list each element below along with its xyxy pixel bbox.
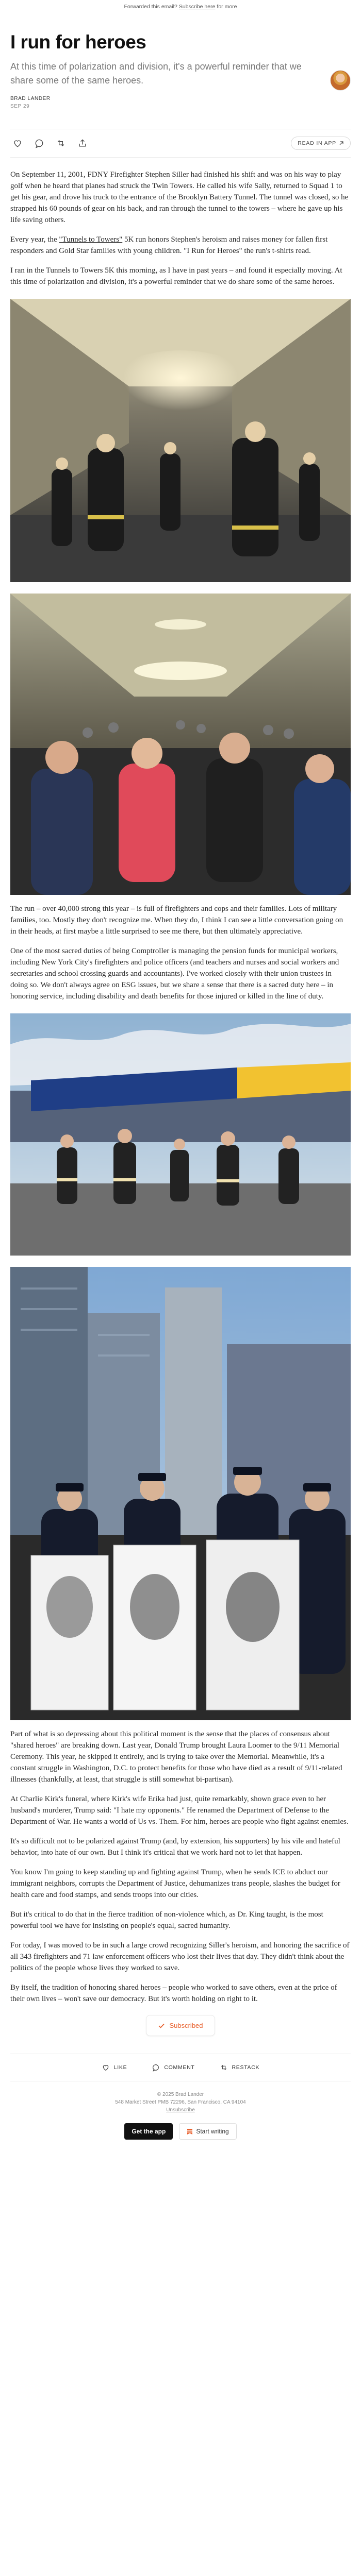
post-header xyxy=(0,13,361,158)
heart-icon[interactable] xyxy=(12,138,23,148)
article-body-part-2 xyxy=(0,903,361,1002)
paragraph-text: Every year, the xyxy=(10,235,59,244)
copyright-text: © 2025 Brad Lander xyxy=(157,2092,204,2097)
comment-button[interactable] xyxy=(152,2063,194,2072)
unsubscribe-link[interactable]: Unsubscribe xyxy=(166,2107,195,2113)
paragraph-with-link xyxy=(10,234,351,257)
article-body-part-3 xyxy=(0,1728,361,2005)
author-avatar[interactable] xyxy=(330,70,351,91)
share-icon[interactable] xyxy=(77,138,88,148)
photo-tunnel-to-towers-finish-arch[interactable] xyxy=(10,1013,351,1256)
byline xyxy=(10,95,351,110)
app-cta-row xyxy=(0,2123,361,2155)
photo-firefighters-running-tunnel[interactable] xyxy=(10,299,351,582)
comment-label: COMMENT xyxy=(164,2064,195,2071)
comment-icon[interactable] xyxy=(34,138,44,148)
tunnels-to-towers-link[interactable]: "Tunnels to Towers" xyxy=(59,235,123,244)
restack-icon[interactable] xyxy=(56,138,66,148)
checkmark-icon xyxy=(158,2022,165,2029)
external-arrow-icon xyxy=(339,141,344,146)
subscribe-here-link[interactable]: Subscribe here xyxy=(178,4,216,10)
action-bar xyxy=(10,129,351,158)
restack-button[interactable] xyxy=(220,2063,260,2072)
paragraph: On September 11, 2001, FDNY Firefighter Stephen Siller had finished his shift and was on his way to play golf when he heard that planes had struck the Twin Towers. He called his wife Sally, returned to Squad 1 to get his gear, and drove his truck to the entrance of the Brooklyn Battery Tunnel. The tunnel was closed, so he strapped his 60 pounds of gear on his back, and ran through the tunnel to the towers – where he gave up his life saving others. xyxy=(10,171,349,224)
like-label: LIKE xyxy=(113,2064,127,2071)
read-in-app-button[interactable] xyxy=(291,137,351,150)
paragraph: One of the most sacred duties of being Comptroller is managing the pension funds for municipal workers, including New York City's firefighters and police officers (and teachers and nurses and social workers and secretaries and school crossing guards and accountants). I've worked closely with their union trustees in doing so. We don't always agree on ESG issues, but we share a sense that there is a sacred duty here – in honoring service, including disability and death benefits for those injured or killed in the line of duty. xyxy=(10,947,339,1001)
paragraph: Part of what is so depressing about this political moment is the sense that the places of consensus about "shared heroes" are breaking down. Last year, Donald Trump brought Laura Loomer to the 9/11 Memorial Ceremony. This year, he skipped it entirely, and is trying to take over the Memorial. Meanwhile, it's a constant struggle in Washington, D.C. to protect benefits for those who have died as a result of 9/11-related illnesses (thankfully, at least, that struggle is still somewhat bi-partisan). xyxy=(10,1730,342,1784)
address-text: 548 Market Street PMB 72296, San Francisco, CA 94104 xyxy=(115,2099,246,2105)
like-button[interactable] xyxy=(102,2063,127,2072)
post-subtitle: At this time of polarization and division, it's a powerful reminder that we share some of the same heroes. xyxy=(10,61,302,86)
restack-label: RESTACK xyxy=(232,2064,260,2071)
start-writing-button[interactable] xyxy=(179,2123,236,2140)
heart-icon xyxy=(102,2063,110,2072)
subscribed-button[interactable] xyxy=(146,2015,215,2036)
comment-icon xyxy=(152,2063,160,2072)
paragraph: It's so difficult not to be polarized against Trump (and, by extension, his supporters) by his vile and hateful behavior, into hate of our own. But I think it's critical that we work hard not to let that happen. xyxy=(10,1837,340,1857)
start-writing-label: Start writing xyxy=(196,2128,229,2135)
photo-officers-holding-memorial-banners[interactable] xyxy=(10,1267,351,1720)
substack-logo-icon xyxy=(187,2128,193,2134)
restack-icon xyxy=(220,2063,228,2072)
article-body-part-1 xyxy=(0,169,361,287)
read-in-app-label: READ IN APP xyxy=(298,140,336,146)
post-date: SEP 29 xyxy=(10,104,30,109)
author-name[interactable]: BRAD LANDER xyxy=(10,96,51,101)
photo-crowd-in-tunnel[interactable] xyxy=(10,594,351,895)
forwarded-text: Forwarded this email? xyxy=(124,4,177,10)
legal-footer xyxy=(0,2091,361,2114)
subscribe-section xyxy=(0,2015,361,2036)
paragraph: At Charlie Kirk's funeral, where Kirk's wife Erika had just, quite remarkably, shown grace even to her husband's murderer, Trump said: "I hate my opponents." He renamed the Department of Defense to the Department of War. He wants a world of Us vs. Them. For him, heroes are people who fight against enemies. xyxy=(10,1795,349,1826)
paragraph: You know I'm going to keep standing up and fighting against Trump, when he sends ICE to abduct our immigrant neighbors, corrupts the Department of Justice, dehumanizes trans people, slashes the budget for health care and food stamps, and sends troops into our cities. xyxy=(10,1868,340,1899)
paragraph: The run – over 40,000 strong this year – is full of firefighters and cops and their families. Lots of military families, too. Mostly they don't recognize me. When they do, I think I can see a little conversation going on in their heads, at first maybe a little surprised to see me there, but then ultimately appreciative. xyxy=(10,905,343,936)
forwarded-bar xyxy=(0,0,361,13)
paragraph: For today, I was moved to be in such a large crowd recognizing Siller's heroism, and honoring the sacrifice of all 343 firefighters and 71 law enforcement officers who lost their lives that day. They didn't think about the politics of the people whose lives they worked to save. xyxy=(10,1941,350,1972)
post-title[interactable]: I run for heroes xyxy=(10,31,146,53)
paragraph: But it's critical to do that in the fierce tradition of non-violence which, as Dr. King taught, is the most powerful tool we have for insisting on people's equal, sacred humanity. xyxy=(10,1910,323,1930)
footer-action-bar xyxy=(10,2054,351,2081)
get-the-app-button[interactable]: Get the app xyxy=(124,2123,173,2140)
forwarded-suffix: for more xyxy=(217,4,237,10)
subscribed-label: Subscribed xyxy=(169,2022,203,2029)
paragraph: I ran in the Tunnels to Towers 5K this morning, as I have in past years – and found it especially moving. At this time of polarization and division, it's a powerful reminder that we do share some of the same heroes. xyxy=(10,266,342,286)
paragraph: By itself, the tradition of honoring shared heroes – people who worked to save others, even at the price of their own lives – won't save our democracy. But it's worth holding on right to it. xyxy=(10,1984,337,2003)
paragraph-text: 5K run honors Stephen's heroism and raises money for fallen first responders and Gold Star families with young children. "I Run for Heroes" the run's t-shirts read. xyxy=(10,235,328,255)
